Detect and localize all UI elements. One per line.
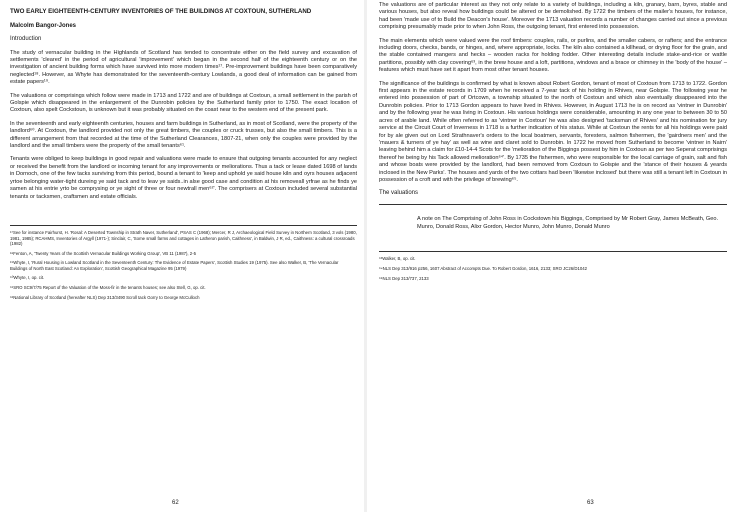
footnote-divider [10,225,357,226]
valuation-note: A note on The Comprising of John Ross in Cockstown his Biggings, Comprised by Mr Robert Gray, James McBeath, Geo. Munro, Donald Ross, Alixr Gordon, Hector Munro, John Munro, Donald Munro [417,216,719,231]
body-paragraph: The valuations are of particular interest as they not only relate to a variety of buildings, including a kiln, granary, barn, byres, stable and various houses, but also reveal how buildings could be altered or be demolished. By 1722 the timbers of the mailer's houses, for instance, had been 'made use of to Build the Deacon's house'. Moreover the 1713 valuation records a number of changes carried out since a previous comprising presumably made prior to when John Ross, the outgoing tenant, first entered into possession. [379,2,727,31]
body-paragraph: In the seventeenth and early eighteenth centuries, houses and farm buildings in Sutherland, as in most of Scotland, were the property of the landlord⁶⁰. At Coxtoun, the landlord provided not only the great timbers, the couples or cruck trusses, but also the small timbers. This is a different arrangement from that recorded at the time of the Sutherland Clearances, 1807-21, when only the couples were provided by the landlord and the small timbers were the property of the small tenants⁶¹. [10,120,357,150]
footnote: ⁶⁰Whyte, I, op. cit. [10,275,45,281]
page-number: 63 [587,500,594,506]
body-paragraph: The study of vernacular building in the Highlands of Scotland has tended to concentrate either on the field survey and excavation of settlements 'cleared' in the period of agricultural 'improvement' which began in the second half of the eighteenth century or on the investigation of ancient building forms which have survived into more modern times¹⁷. Pre-improvement buildings have been comparatively neglected¹⁸. However, as Whyte has demonstrated for the seventeenth-century Lowlands, a good deal of information can be gained from estate papers¹⁹. [10,49,357,86]
body-paragraph: The significance of the buildings is confirmed by what is known about Robert Gordon, tenant of most of Coxtoun from 1713 to 1722. Gordon first appears in the estate records in 1709 when he received a 7-year tack of his holding in Rhives, near Golspie. The following year he entered into possession of part of Ortcown, a township situated to the north of Coxtoun and which also eventually disappeared into the Dunrobin policies. Prior to 1713 Gordon appears to have lived in Rhives. However, in August 1713 he is on record as 'vintner in Dunrobin' and by the following year he was living in Coxtoun. His various holdings were considerable, amounting in any one year to between 30 to 50 acres of arable land. While often referred to as 'vintner in Coxtoun' he was also designed 'tacksman of Rhives' and his nomination for jury service at the Circuit Court of Inverness in 1718 is a further indication of his status. While at Coxtoun the rents for all his holdings were paid for by ale given out on Lord Strathnaver's orders to the local boatmen, servants, foresters, salmon fishermen, the 'gairdners men' and the 'mauers & turners of ye hay' as well as wine and claret sold to Dunrobin. In 1722 he moved from Sutherland to become 'vintner in Nairn' leaving behind him a claim for £10-14-4 Scots for the 'melioration of the Biggings possest by him in Coxtoun as per two Seperat comprisings thereof he being by his Tack allowed melioration⁶⁴'. By 1735 the fishermen, who were responsible for the local carriage of grain, salt and fish and whose boats were provided by the landlord, had been removed from Coxtoun to Golspie and the 'stance of their houses & yeards inclosed in the New Parks'. The houses and yards of the two cottars had been 'likewise inclosed' but there was still a tenant left in Coxtoun in possession of a croft and with the privilege of brewing⁶⁵. [379,80,727,183]
body-paragraph: The valuations or comprisings which follow were made in 1713 and 1722 and are of buildings at Coxtoun, a small settlement in the parish of Golspie which disappeared in the enlargement of the Dunrobin policies by the Sutherland family prior to 1750. The exact location of Coxtoun, also spelt Cockstoun, is unknown but it was probably situated on the coast near to the western end of the present park. [10,92,357,114]
section-heading-valuations: The valuations [379,190,419,197]
footnote: ⁶³Walker, B, op. cit. [379,256,416,262]
right-page [367,0,735,512]
section-divider [379,204,727,205]
footnote: ⁶¹SRO SC9/7/75 Report of the Valuation of the Moss-fir in the tenants houses; see also Stell, G, op. cit. [10,285,206,291]
footnote-divider [379,251,727,252]
left-page [0,0,365,512]
footnote: ⁶⁴NLS Dep 313/916 p256, 1607 Abstract of Accompts Due. To Robert Gordon, 1616, 2133; SRO JC26/D1042 [379,265,588,271]
article-author: Malcolm Bangor-Jones [10,22,77,29]
section-heading-introduction: Introduction [10,35,42,42]
body-paragraph: The main elements which were valued were the roof timbers: couples, rails, or purlins, and the smaller cabers, or rafters; and the entrance including doors, checks, bands, or hinges, and, where appropriate, locks. The kiln also contained a killhead, or drying floor for the grain, and the stable contained mangers and hecks – wooden racks for holding fodder. Other interesting details include stake-and-rice or wattle partitions, possibly with clay covering⁶³, in the brew house and a loft, partitions, windows and a brace or chimney in the 'body of the house' – features which must have set it apart from most other tenant houses. [379,37,727,74]
page-number: 62 [172,500,179,506]
body-paragraph: Tenants were obliged to keep buildings in good repair and valuations were made to ensure that outgoing tenants accounted for any neglect or received the benefit from the landlord or incoming tenant for any improvements or meliorations. Thus a tack or lease dated 1698 of lands in Dornoch, one of the few tacks surviving from this period, bound a tenant to 'keep and uphold ye said house kiln and oyrs houses adjacent yrtoe belonging water-tight dureing ye said tack and to leav ye saids..in alse good case and condition at his removeall yrfrae as he finds ye samen at his entrie yrto be comprysing or ye sight of three or four newtrall men⁶²'. The comprisers at Coxtoun included several substantial tenants or tacksmen, craftsmen and estate officials. [10,156,357,200]
footnote: ⁶⁵NLS Dep 313/737, 2133 [379,275,429,281]
footnote: ⁶²National Library of Scotland (hereafter NLS) Dep 313/3490 Scroll tack Gorry to George McCulloch [10,294,200,300]
footnote: ¹⁹Whyte, I, 'Rural Housing in Lowland Scotland in the Seventeenth Century: The Evidence of Estate Papers', Scottish Studies 19 (1975). See also Walker, B, 'The Vernacular Buildings of North East Scotland: An Exploration', Scottish Geographical Magazine 95 (1979) [10,260,339,271]
footnote: ¹⁸Fenton, A, 'Twenty Years of the Scottish Vernacular Buildings Working Group', VB 11 (1987), 2-5 [10,250,197,256]
footnote: ¹⁷See for instance Fairhurst, H. 'Rosal: A Deserted Township in Strath Naver, Sutherland', PSAS C (1968); Mercer, R J, Archaeological Field Survey in Northern Scotland, 3 vols (1980, 1981, 1985); RCAHMS, Inventories of Argyll (1971-); Sinclair, C, 'Some small farms and cottages in Latheron parish, Caithness', in Baldwin, J R, ed., Caithness: a cultural crossroads (1982) [10,229,357,247]
article-title: TWO EARLY EIGHTEENTH-CENTURY INVENTORIES OF THE BUILDINGS AT COXTOUN, SUTHERLAND [10,8,312,15]
